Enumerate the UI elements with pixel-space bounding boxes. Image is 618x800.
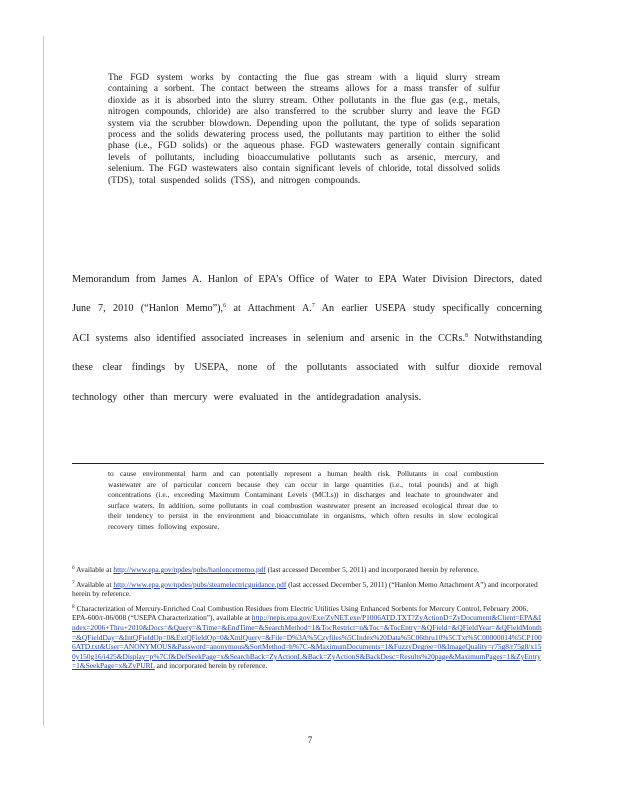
footnote-lead: Characterization of Mercury-Enriched Coal Combustion Residues from Electric Utilities Using Enhanced Sorbents for Mercury Control, February 2006, EPA-600/r-06/008 (“USEPA Characterization”), available at <box>72 603 529 623</box>
footnote-8 <box>72 604 542 671</box>
footnote-6 <box>72 565 542 575</box>
footnote-number: 8 <box>72 603 75 610</box>
footnote-separator <box>72 463 544 464</box>
footnote-ref-6[interactable]: 6 <box>223 303 227 310</box>
footnote-link[interactable]: http://nepis.epa.gov/Exe/ZyNET.exe/P1006ATD.TXT?ZyActionD=ZyDocument&Client=EPA&Index=2006+Thru+2010&Docs=&Query=&Time=&EndTime=&SearchMethod=1&TocRestrict=n&Toc=&TocEntry=&QField=&QFieldYear=&QFieldMonth=&QFieldDay=&IntQFieldOp=0&ExtQFieldOp=0&XmlQuery=&File=D%3A%5Czyfiles%5CIndex%20Data%5C06thru10%5CTxt%5C00000014%5CP1006ATD.txt&User=ANONYMOUS&Password=anonymous&SortMethod=h%7C-&MaximumDocuments=1&FuzzyDegree=0&ImageQuality=r75g8/r75g8/x150y150g16/i425&Display=p%7Cf&DefSeekPage=x&SearchBack=ZyActionL&Back=ZyActionS&BackDesc=Results%20page&MaximumPages=1&ZyEntry=1&SeekPage=x&ZyPURL <box>72 613 542 671</box>
body-text-part-3: An earlier USEPA study specifically concerning ACI systems also identified associated increases in selenium and arsenic in the CCRs. <box>72 303 542 344</box>
footnote-ref-8[interactable]: 8 <box>465 332 468 339</box>
footnote-continuation: to cause environmental harm and can potentially represent a human health risk. Pollutants in coal combustion wastewater are of particular concern because they can occur in large quantities (i.e., total pounds) and at high concentrations (i.e., exceeding Maximum Contaminant Levels (MCLs)) in discharges and leachate to groundwater and surface waters. In addition, some pollutants in coal combustion wastewater present an increased ecological threat due to their tendency to persist in the environment and bioaccumulate in organisms, which often results in slow ecological recovery times following exposure. <box>108 469 498 531</box>
footnote-7 <box>72 580 542 599</box>
body-paragraph <box>72 265 542 412</box>
footnotes <box>72 565 542 676</box>
footnote-link[interactable]: http://www.epa.gov/npdes/pubs/hanloncememo.pdf <box>113 565 266 574</box>
footnote-trail: and incorporated herein by reference. <box>154 661 268 671</box>
footnote-number: 6 <box>72 565 75 571</box>
footnote-number: 7 <box>72 579 75 586</box>
footnote-trail: (last accessed December 5, 2011) (“Hanlon Memo Attachment A”) and incorporated herein by reference. <box>72 579 538 599</box>
footnote-lead: Available at <box>76 565 114 574</box>
margin-line <box>43 36 44 726</box>
page-number: 7 <box>307 736 313 746</box>
body-text-part-4: Notwithstanding these clear findings by USEPA, none of the pollutants associated with sulfur dioxide removal technology other than mercury were evaluated in the antidegradation analysis. <box>72 332 542 403</box>
footnote-lead: Available at <box>76 579 114 589</box>
footnote-trail: (last accessed December 5, 2011) and incorporated herein by reference. <box>265 565 479 574</box>
body-text-part-1: Memorandum from James A. Hanlon of EPA’s Office of Water to EPA Water Division Directors, dated June 7, 2010 (“Hanlon Memo”), <box>72 274 542 315</box>
footnote-ref-7[interactable]: 7 <box>311 303 315 310</box>
block-quote: The FGD system works by contacting the flue gas stream with a liquid slurry stream containing a sorbent. The contact between the streams allows for a mass transfer of sulfur dioxide as it is absorbed into the slurry stream. Other pollutants in the flue gas (e.g., metals, nitrogen compounds, chloride) are also transferred to the scrubber slurry and leave the FGD system via the scrubber blowdown. Depending upon the pollutant, the type of solids separation process and the solids dewatering process used, the pollutants may partition to either the solid phase (i.e., FGD solids) or the aqueous phase. FGD wastewaters generally contain significant levels of pollutants, including bioaccumulative pollutants such as arsenic, mercury, and selenium. The FGD wastewaters also contain significant levels of chloride, total dissolved solids (TDS), total suspended solids (TSS), and nitrogen compounds. <box>108 73 500 186</box>
body-text-part-2: at Attachment A. <box>226 303 312 315</box>
footnote-link[interactable]: http://www.epa.gov/npdes/pubs/steamelectricguidance.pdf <box>113 579 287 589</box>
